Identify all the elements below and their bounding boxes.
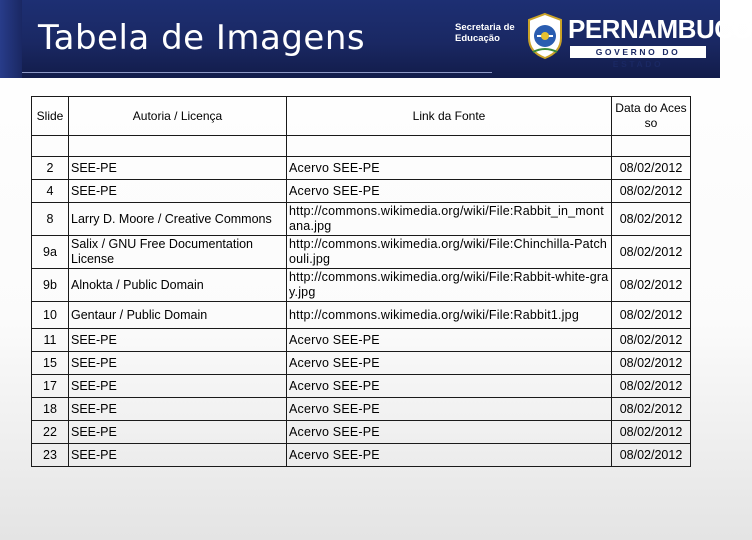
table-row xyxy=(32,375,691,398)
page-title: Tabela de Imagens xyxy=(38,18,366,58)
cell-author: SEE-PE xyxy=(69,398,287,421)
table-row xyxy=(32,180,691,203)
state-seal-icon xyxy=(525,12,565,60)
cell-date: 08/02/2012 xyxy=(612,398,691,421)
brand-name: PERNAMBUCO xyxy=(568,14,752,44)
cell-date: 08/02/2012 xyxy=(612,421,691,444)
cell-author: SEE-PE xyxy=(69,352,287,375)
table-row xyxy=(32,269,691,302)
table-row xyxy=(32,302,691,329)
cell-slide: 4 xyxy=(32,180,69,203)
cell-link[interactable]: http://commons.wikimedia.org/wiki/File:Rabbit_in_montana.jpg xyxy=(287,203,612,236)
cell-author: Gentaur / Public Domain xyxy=(69,302,287,329)
table-row xyxy=(32,352,691,375)
table-row xyxy=(32,157,691,180)
cell-author: SEE-PE xyxy=(69,421,287,444)
images-table xyxy=(31,96,691,467)
cell-slide: 17 xyxy=(32,375,69,398)
table-row xyxy=(32,329,691,352)
cell-author: SEE-PE xyxy=(69,375,287,398)
cell-link: Acervo SEE-PE xyxy=(287,352,612,375)
brand-subtitle: GOVERNO DO ESTADO xyxy=(570,46,706,58)
cell-slide: 8 xyxy=(32,203,69,236)
cell-link[interactable]: http://commons.wikimedia.org/wiki/File:Rabbit-white-gray.jpg xyxy=(287,269,612,302)
cell-date: 08/02/2012 xyxy=(612,157,691,180)
cell-author: Alnokta / Public Domain xyxy=(69,269,287,302)
cell-date: 08/02/2012 xyxy=(612,352,691,375)
cell-slide: 10 xyxy=(32,302,69,329)
cell-date: 08/02/2012 xyxy=(612,302,691,329)
table-header-row xyxy=(32,97,691,136)
col-header-slide: Slide xyxy=(32,97,69,136)
table-row xyxy=(32,444,691,467)
col-header-author: Autoria / Licença xyxy=(69,97,287,136)
cell-author: SEE-PE xyxy=(69,329,287,352)
cell-slide: 2 xyxy=(32,157,69,180)
title-underline xyxy=(22,72,492,73)
cell-link: Acervo SEE-PE xyxy=(287,375,612,398)
cell-author: Salix / GNU Free Documentation License xyxy=(69,236,287,269)
cell-slide: 11 xyxy=(32,329,69,352)
cell-author: Larry D. Moore / Creative Commons xyxy=(69,203,287,236)
cell-date: 08/02/2012 xyxy=(612,269,691,302)
cell-link[interactable]: http://commons.wikimedia.org/wiki/File:Chinchilla-Patchouli.jpg xyxy=(287,236,612,269)
cell-link: Acervo SEE-PE xyxy=(287,157,612,180)
cell-author: SEE-PE xyxy=(69,180,287,203)
cell-slide: 18 xyxy=(32,398,69,421)
cell-author: SEE-PE xyxy=(69,444,287,467)
table-row xyxy=(32,203,691,236)
cell-link: Acervo SEE-PE xyxy=(287,329,612,352)
table-spacer-row xyxy=(32,136,691,157)
col-header-date: Data do Acesso xyxy=(612,97,691,136)
cell-date: 08/02/2012 xyxy=(612,444,691,467)
cell-date: 08/02/2012 xyxy=(612,236,691,269)
cell-slide: 23 xyxy=(32,444,69,467)
cell-slide: 22 xyxy=(32,421,69,444)
table-row xyxy=(32,398,691,421)
secretaria-label xyxy=(455,22,515,44)
cell-link[interactable]: http://commons.wikimedia.org/wiki/File:Rabbit1.jpg xyxy=(287,302,612,329)
table-row xyxy=(32,421,691,444)
col-header-link: Link da Fonte xyxy=(287,97,612,136)
secretaria-line-2: Educação xyxy=(455,33,500,44)
cell-author: SEE-PE xyxy=(69,157,287,180)
cell-date: 08/02/2012 xyxy=(612,203,691,236)
cell-link: Acervo SEE-PE xyxy=(287,398,612,421)
cell-link: Acervo SEE-PE xyxy=(287,444,612,467)
cell-link: Acervo SEE-PE xyxy=(287,421,612,444)
table-row xyxy=(32,236,691,269)
cell-date: 08/02/2012 xyxy=(612,329,691,352)
cell-link: Acervo SEE-PE xyxy=(287,180,612,203)
cell-date: 08/02/2012 xyxy=(612,180,691,203)
cell-slide: 9b xyxy=(32,269,69,302)
secretaria-line-1: Secretaria de xyxy=(455,22,515,33)
cell-date: 08/02/2012 xyxy=(612,375,691,398)
cell-slide: 15 xyxy=(32,352,69,375)
cell-slide: 9a xyxy=(32,236,69,269)
